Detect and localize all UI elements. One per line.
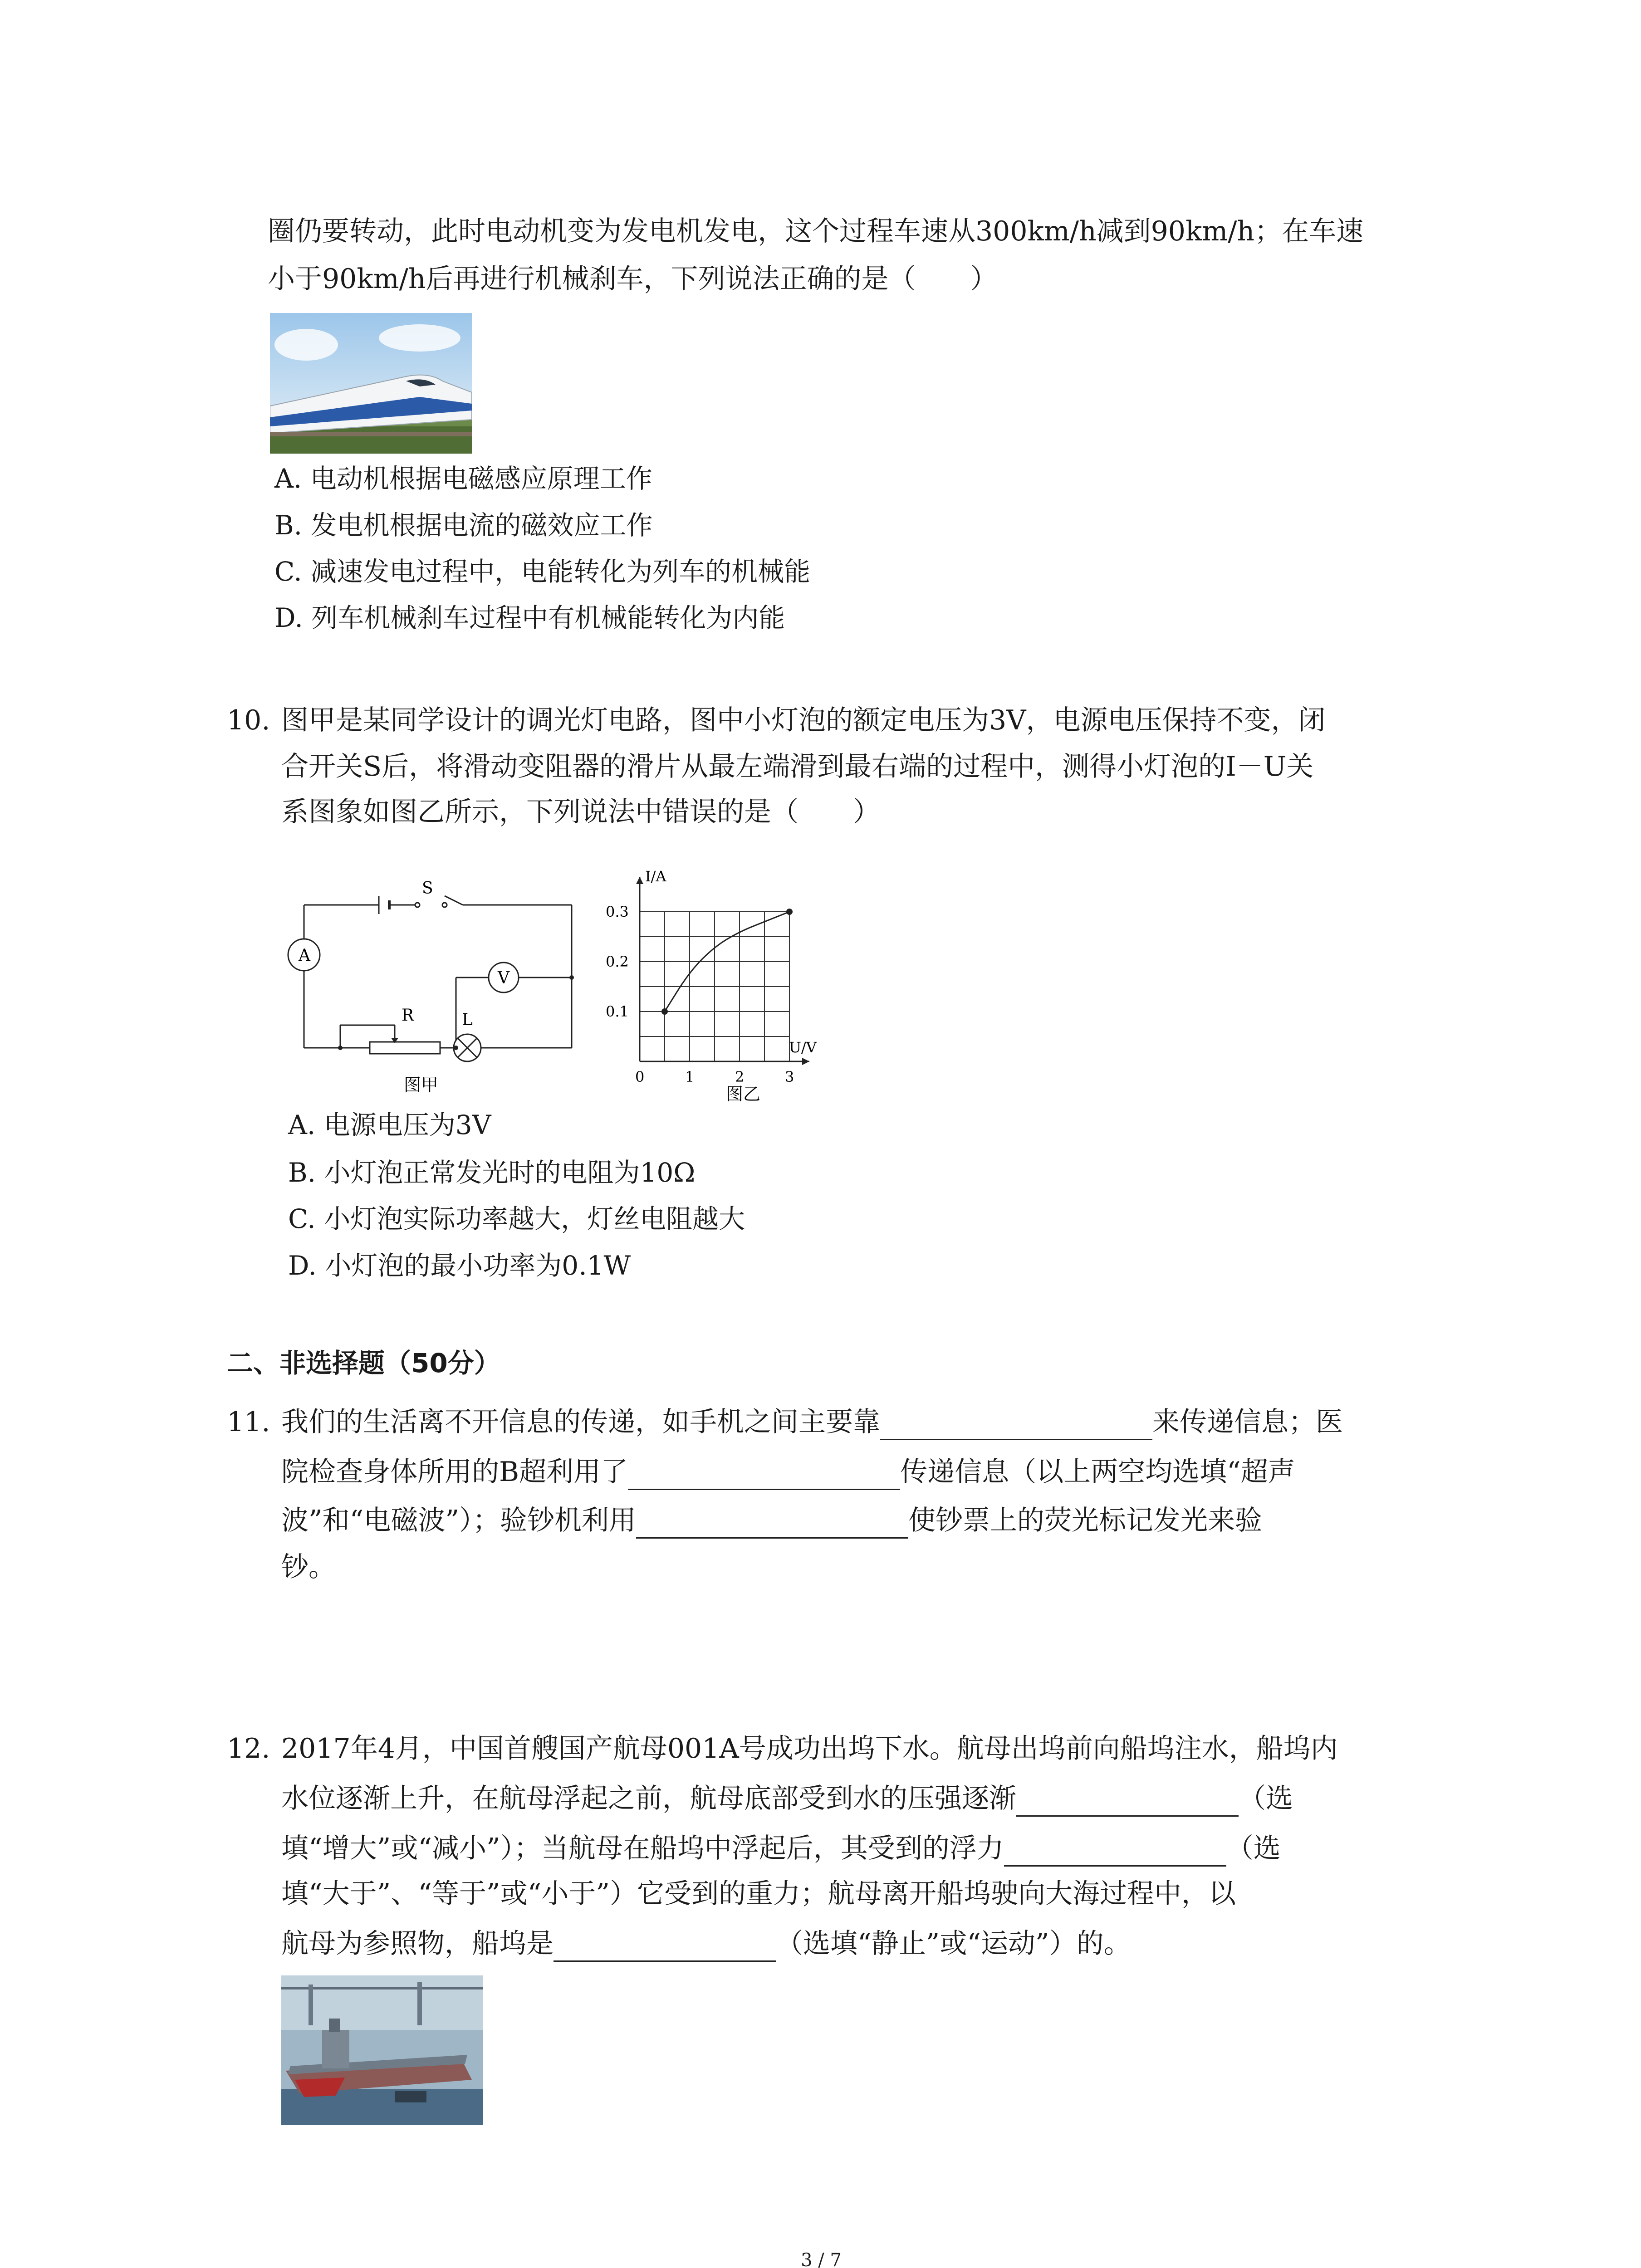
- q10-option-a: A. 电源电压为3V: [288, 1110, 491, 1140]
- aircraft-carrier-photo: [281, 1975, 483, 2125]
- x-axis-arrow: [802, 1058, 809, 1065]
- q9-text-line-2: 小于90km/h后再进行机械刹车，下列说法正确的是（ ）: [268, 263, 998, 295]
- q9-option-d: D. 列车机械刹车过程中有机械能转化为内能: [274, 602, 785, 633]
- y-axis-arrow: [636, 877, 643, 884]
- q12-line-5-a: 航母为参照物，船坞是: [281, 1928, 554, 1960]
- y-tick-label: 0.1: [606, 1003, 629, 1020]
- q10-text-line-3: 系图象如图乙所示，下列说法中错误的是（ ）: [281, 796, 880, 828]
- y-tick-label: 0.2: [606, 953, 629, 970]
- q12-line-3: [281, 1830, 1281, 1867]
- q12-line-4: 填“大于”、“等于”或“小于”）它受到的重力；航母离开船坞驶向大海过程中，以: [281, 1878, 1236, 1910]
- q9-option-b: B. 发电机根据电流的磁效应工作: [274, 510, 653, 541]
- q11-number: 11.: [227, 1406, 270, 1438]
- voltmeter-label: V: [498, 969, 509, 987]
- q12-line-3-b: （选: [1226, 1833, 1281, 1864]
- y-tick-label: 0.3: [606, 903, 629, 920]
- q11-line-2-b: 传递信息（以上两空均选填“超声: [900, 1456, 1295, 1488]
- q11-line-1-a: 我们的生活离不开信息的传递，如手机之间主要靠: [281, 1406, 880, 1438]
- q9-option-a: A. 电动机根据电磁感应原理工作: [274, 463, 652, 494]
- q12-line-5: [281, 1926, 1131, 1962]
- q10-text-line-2: 合开关S后，将滑动变阻器的滑片从最左端滑到最右端的过程中，测得小灯泡的I－U关: [281, 751, 1314, 782]
- rheostat: [370, 1042, 440, 1054]
- x-tick-label: 2: [735, 1068, 745, 1085]
- q12-line-1: 2017年4月，中国首艘国产航母001A号成功出坞下水。航母出坞前向船坞注水，船坞内: [281, 1733, 1338, 1765]
- q10-option-b: B. 小灯泡正常发光时的电阻为10Ω: [288, 1157, 696, 1188]
- q11-line-3: [281, 1502, 1262, 1539]
- q10-option-d: D. 小灯泡的最小功率为0.1W: [288, 1250, 631, 1281]
- switch-label: S: [422, 880, 433, 898]
- rheostat-label: R: [402, 1006, 414, 1025]
- train-photo: [270, 313, 472, 454]
- x-tick-label: 3: [785, 1068, 794, 1085]
- iu-graph-svg: [599, 835, 880, 1107]
- q12-number: 12.: [227, 1733, 270, 1765]
- q11-blank-2[interactable]: [628, 1460, 900, 1490]
- q11-line-3-a: 波”和“电磁波”）；验钞机利用: [281, 1505, 637, 1536]
- circuit-diagram: [272, 880, 590, 1107]
- ammeter-label: A: [299, 946, 310, 965]
- q12-line-3-a: 填“增大”或“减小”）；当航母在船坞中浮起后，其受到的浮力: [281, 1833, 1004, 1864]
- circuit-caption: 图甲: [404, 1075, 439, 1095]
- q12-blank-2[interactable]: [1004, 1836, 1226, 1867]
- q9-option-c: C. 减速发电过程中，电能转化为列车的机械能: [274, 556, 811, 587]
- x-tick-label: 0: [635, 1068, 645, 1085]
- circuit-svg: [272, 880, 590, 1107]
- q11-line-1-b: 来传递信息；医: [1152, 1406, 1343, 1438]
- q11-blank-3[interactable]: [636, 1508, 908, 1539]
- y-axis-label: I/A: [645, 868, 666, 885]
- q11-line-2-a: 院检查身体所用的B超利用了: [281, 1456, 628, 1488]
- q11-blank-1[interactable]: [880, 1410, 1152, 1440]
- q12-blank-1[interactable]: [1016, 1786, 1239, 1817]
- q10-option-c: C. 小灯泡实际功率越大，灯丝电阻越大: [288, 1203, 745, 1234]
- q10-text-line-1: 图甲是某同学设计的调光灯电路，图中小灯泡的额定电压为3V，电源电压保持不变，闭: [281, 704, 1326, 736]
- q12-line-5-b: （选填“静止”或“运动”）的。: [776, 1928, 1131, 1960]
- graph-caption: 图乙: [726, 1084, 761, 1104]
- lamp-label: L: [462, 1011, 473, 1029]
- iu-graph: [599, 835, 880, 1107]
- q12-line-2-a: 水位逐渐上升，在航母浮起之前，航母底部受到水的压强逐渐: [281, 1783, 1016, 1814]
- q11-line-1: [281, 1404, 1343, 1440]
- q10-number: 10.: [227, 704, 270, 736]
- x-axis-label: U/V: [789, 1039, 817, 1056]
- section-2-title: 二、非选择题（50分）: [227, 1348, 500, 1378]
- q11-line-2: [281, 1454, 1295, 1490]
- page-number: 3 / 7: [801, 2250, 842, 2268]
- q12-blank-3[interactable]: [554, 1931, 776, 1962]
- q11-line-3-b: 使钞票上的荧光标记发光来验: [908, 1505, 1263, 1536]
- curve-start-point: [661, 1008, 668, 1015]
- curve-end-point: [786, 909, 793, 915]
- q11-line-4: 钞。: [281, 1551, 336, 1583]
- q9-text-line-1: 圈仍要转动，此时电动机变为发电机发电，这个过程车速从300km/h减到90km/h；在车速: [268, 215, 1364, 247]
- q12-line-2: [281, 1780, 1293, 1817]
- q12-line-2-b: （选: [1239, 1783, 1293, 1814]
- x-tick-label: 1: [685, 1068, 695, 1085]
